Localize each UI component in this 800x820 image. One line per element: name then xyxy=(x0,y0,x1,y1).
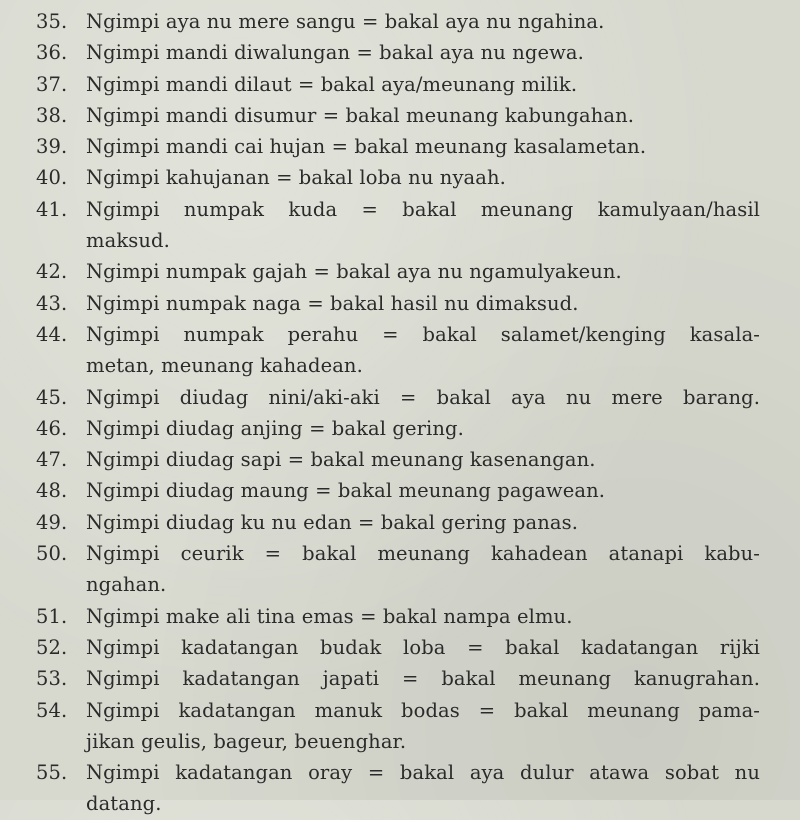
entry-text xyxy=(86,632,760,663)
entry-text-line: Ngimpi ceurik = bakal meunang kahadean atanapi kabu- xyxy=(86,542,760,566)
list-item xyxy=(36,507,760,538)
list-item xyxy=(36,663,760,694)
entry-text-line: Ngimpi kadatangan manuk bodas = bakal meunang pama- xyxy=(86,698,760,722)
entry-text-line: Ngimpi mandi cai hujan = bakal meunang kasalametan. xyxy=(86,135,647,159)
list-item xyxy=(36,695,760,758)
entry-text-line: Ngimpi numpak perahu = bakal salamet/kenging kasala- xyxy=(86,322,760,346)
list-item xyxy=(36,475,760,506)
entry-text-line: Ngimpi numpak gajah = bakal aya nu ngamulyakeun. xyxy=(86,260,622,284)
entry-number: 48. xyxy=(36,479,68,503)
entry-text-line: Ngimpi make ali tina emas = bakal nampa elmu. xyxy=(86,604,573,628)
list-item xyxy=(36,632,760,663)
entry-number: 53. xyxy=(36,667,68,691)
entry-text xyxy=(86,69,760,100)
entry-text xyxy=(86,538,760,601)
entry-text-line: Ngimpi diudag anjing = bakal gering. xyxy=(86,416,464,440)
entry-number: 38. xyxy=(36,103,68,127)
entry-text xyxy=(86,319,760,382)
list-item xyxy=(36,131,760,162)
entry-text-line: Ngimpi numpak naga = bakal hasil nu dimaksud. xyxy=(86,291,579,315)
entry-text xyxy=(86,757,760,820)
entry-text xyxy=(86,288,760,319)
entry-text-line: jikan geulis, bageur, beuenghar. xyxy=(86,729,407,753)
entry-number: 37. xyxy=(36,72,68,96)
entry-number: 51. xyxy=(36,604,68,628)
entry-text xyxy=(86,256,760,287)
entry-text-line: Ngimpi kadatangan japati = bakal meunang kanugrahan. xyxy=(86,667,760,691)
list-item xyxy=(36,382,760,413)
entry-text-line: Ngimpi kadatangan oray = bakal aya dulur atawa sobat nu xyxy=(86,761,760,785)
entry-text-line: Ngimpi numpak kuda = bakal meunang kamulyaan/hasil xyxy=(86,197,760,221)
entry-text-line: metan, meunang kahadean. xyxy=(86,354,363,378)
entry-text-line: datang. xyxy=(86,792,162,816)
entry-number: 55. xyxy=(36,761,68,785)
entry-text xyxy=(86,100,760,131)
entry-number: 42. xyxy=(36,260,68,284)
entry-number: 43. xyxy=(36,291,68,315)
entry-text-line: Ngimpi kahujanan = bakal loba nu nyaah. xyxy=(86,166,506,190)
entry-number: 45. xyxy=(36,385,68,409)
entry-text-line: Ngimpi kadatangan budak loba = bakal kadatangan rijki xyxy=(86,635,760,659)
entry-text xyxy=(86,162,760,193)
entry-text xyxy=(86,194,760,257)
entry-text xyxy=(86,131,760,162)
list-item xyxy=(36,601,760,632)
entry-text xyxy=(86,413,760,444)
entry-number: 50. xyxy=(36,542,68,566)
entry-text xyxy=(86,444,760,475)
entry-text xyxy=(86,507,760,538)
entry-text xyxy=(86,6,760,37)
list-item xyxy=(36,256,760,287)
list-item xyxy=(36,319,760,382)
list-item xyxy=(36,538,760,601)
list-item xyxy=(36,194,760,257)
entry-text xyxy=(86,663,760,694)
entry-number: 52. xyxy=(36,635,68,659)
entry-text xyxy=(86,695,760,758)
dream-interpretation-list xyxy=(36,6,760,820)
entry-text-line: Ngimpi diudag ku nu edan = bakal gering panas. xyxy=(86,510,578,534)
list-item xyxy=(36,69,760,100)
list-item xyxy=(36,757,760,820)
entry-text-line: Ngimpi diudag nini/aki-aki = bakal aya nu mere barang. xyxy=(86,385,760,409)
entry-text-line: ngahan. xyxy=(86,573,167,597)
entry-text xyxy=(86,37,760,68)
entry-number: 40. xyxy=(36,166,68,190)
entry-number: 47. xyxy=(36,448,68,472)
entry-number: 41. xyxy=(36,197,68,221)
entry-text-line: Ngimpi mandi dilaut = bakal aya/meunang milik. xyxy=(86,72,578,96)
list-item xyxy=(36,162,760,193)
list-item xyxy=(36,413,760,444)
entry-text-line: maksud. xyxy=(86,229,170,253)
entry-number: 39. xyxy=(36,135,68,159)
entry-number: 49. xyxy=(36,510,68,534)
entry-number: 46. xyxy=(36,416,68,440)
entry-number: 44. xyxy=(36,322,68,346)
entry-text-line: Ngimpi diudag maung = bakal meunang pagawean. xyxy=(86,479,606,503)
entry-number: 54. xyxy=(36,698,68,722)
list-item xyxy=(36,6,760,37)
list-item xyxy=(36,444,760,475)
entry-text xyxy=(86,382,760,413)
entry-text-line: Ngimpi mandi diwalungan = bakal aya nu ngewa. xyxy=(86,41,584,65)
entry-text xyxy=(86,601,760,632)
entry-text-line: Ngimpi aya nu mere sangu = bakal aya nu ngahina. xyxy=(86,10,605,33)
entry-number: 35. xyxy=(36,10,68,33)
entry-text-line: Ngimpi mandi disumur = bakal meunang kabungahan. xyxy=(86,103,635,127)
entry-text xyxy=(86,475,760,506)
entry-text-line: Ngimpi diudag sapi = bakal meunang kasenangan. xyxy=(86,448,596,472)
list-item xyxy=(36,288,760,319)
list-item xyxy=(36,37,760,68)
list-item xyxy=(36,100,760,131)
entry-number: 36. xyxy=(36,41,68,65)
